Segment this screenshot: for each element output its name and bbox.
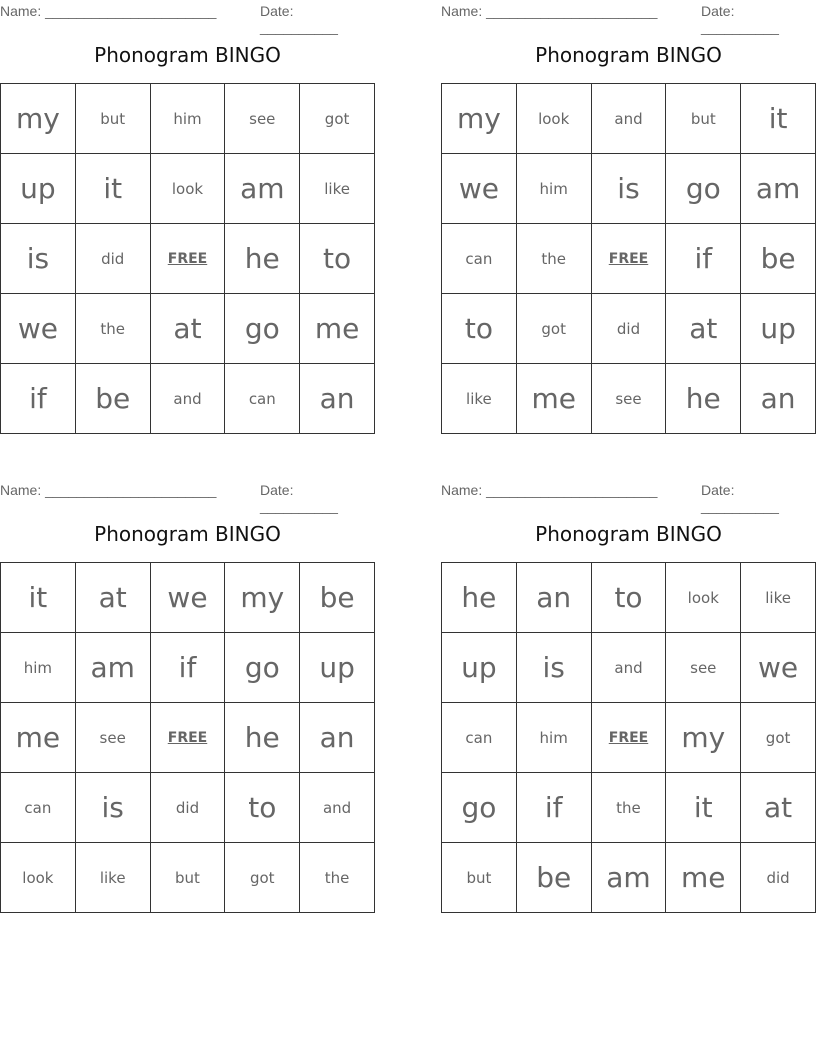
bingo-cell[interactable]: an bbox=[300, 364, 375, 434]
bingo-grid bbox=[441, 562, 816, 913]
bingo-cell[interactable]: go bbox=[666, 154, 741, 224]
free-space-cell[interactable]: FREE bbox=[592, 224, 667, 294]
bingo-cell[interactable]: to bbox=[225, 773, 300, 843]
bingo-cell[interactable]: it bbox=[741, 84, 816, 154]
bingo-cell[interactable]: be bbox=[76, 364, 151, 434]
date-field-label: Date: __________ bbox=[701, 3, 779, 35]
bingo-cell[interactable]: the bbox=[76, 294, 151, 364]
bingo-cell[interactable]: like bbox=[442, 364, 517, 434]
bingo-cell[interactable]: see bbox=[592, 364, 667, 434]
bingo-cell[interactable]: did bbox=[592, 294, 667, 364]
bingo-cell[interactable]: see bbox=[225, 84, 300, 154]
bingo-cell[interactable]: look bbox=[666, 563, 741, 633]
bingo-cell[interactable]: got bbox=[517, 294, 592, 364]
bingo-cell[interactable]: to bbox=[592, 563, 667, 633]
bingo-cell[interactable]: can bbox=[442, 703, 517, 773]
bingo-grid bbox=[441, 83, 816, 434]
bingo-cell[interactable]: am bbox=[76, 633, 151, 703]
bingo-cell[interactable]: up bbox=[1, 154, 76, 224]
bingo-cell[interactable]: at bbox=[666, 294, 741, 364]
bingo-cell[interactable]: we bbox=[151, 563, 226, 633]
bingo-cell[interactable]: am bbox=[741, 154, 816, 224]
bingo-cell[interactable]: got bbox=[225, 843, 300, 913]
bingo-cell[interactable]: me bbox=[666, 843, 741, 913]
card-header bbox=[0, 3, 375, 35]
bingo-cell[interactable]: if bbox=[666, 224, 741, 294]
bingo-cell[interactable]: go bbox=[225, 633, 300, 703]
bingo-cell[interactable]: like bbox=[741, 563, 816, 633]
bingo-cell[interactable]: am bbox=[225, 154, 300, 224]
bingo-cell[interactable]: and bbox=[592, 633, 667, 703]
free-space-cell[interactable]: FREE bbox=[151, 703, 226, 773]
bingo-cell[interactable]: if bbox=[517, 773, 592, 843]
bingo-cell[interactable]: am bbox=[592, 843, 667, 913]
bingo-grid bbox=[0, 83, 375, 434]
bingo-cell[interactable]: my bbox=[1, 84, 76, 154]
bingo-cell[interactable]: up bbox=[442, 633, 517, 703]
free-space-cell[interactable]: FREE bbox=[151, 224, 226, 294]
bingo-cell[interactable]: did bbox=[151, 773, 226, 843]
bingo-cell[interactable]: did bbox=[76, 224, 151, 294]
date-field-label: Date: __________ bbox=[260, 3, 338, 35]
bingo-cell[interactable]: see bbox=[76, 703, 151, 773]
free-space-cell[interactable]: FREE bbox=[592, 703, 667, 773]
bingo-cell[interactable]: the bbox=[300, 843, 375, 913]
bingo-cell[interactable]: but bbox=[666, 84, 741, 154]
bingo-cell[interactable]: can bbox=[1, 773, 76, 843]
card-header bbox=[441, 3, 816, 35]
bingo-cell[interactable]: an bbox=[300, 703, 375, 773]
bingo-cell[interactable]: we bbox=[1, 294, 76, 364]
bingo-cell[interactable]: see bbox=[666, 633, 741, 703]
bingo-cell[interactable]: me bbox=[1, 703, 76, 773]
bingo-cell[interactable]: him bbox=[1, 633, 76, 703]
bingo-cell[interactable]: got bbox=[741, 703, 816, 773]
bingo-cell[interactable]: at bbox=[741, 773, 816, 843]
bingo-cell[interactable]: to bbox=[442, 294, 517, 364]
name-field-label: Name: ______________________ bbox=[0, 3, 217, 19]
bingo-cell[interactable]: me bbox=[517, 364, 592, 434]
bingo-cell[interactable]: up bbox=[741, 294, 816, 364]
bingo-cell[interactable]: he bbox=[666, 364, 741, 434]
bingo-cell[interactable]: my bbox=[442, 84, 517, 154]
bingo-cell[interactable]: my bbox=[666, 703, 741, 773]
bingo-cell[interactable]: it bbox=[1, 563, 76, 633]
name-field-label: Name: ______________________ bbox=[441, 3, 658, 19]
bingo-cell[interactable]: an bbox=[741, 364, 816, 434]
bingo-cell[interactable]: it bbox=[76, 154, 151, 224]
bingo-cell[interactable]: look bbox=[151, 154, 226, 224]
bingo-cell[interactable]: the bbox=[517, 224, 592, 294]
card-title: Phonogram BINGO bbox=[94, 522, 281, 546]
bingo-cell[interactable]: go bbox=[225, 294, 300, 364]
bingo-cell[interactable]: can bbox=[442, 224, 517, 294]
bingo-cell[interactable]: the bbox=[592, 773, 667, 843]
bingo-cell[interactable]: can bbox=[225, 364, 300, 434]
bingo-card bbox=[0, 0, 375, 440]
bingo-cell[interactable]: but bbox=[76, 84, 151, 154]
bingo-cell[interactable]: is bbox=[592, 154, 667, 224]
bingo-card bbox=[0, 479, 375, 919]
bingo-cell[interactable]: be bbox=[741, 224, 816, 294]
bingo-cell[interactable]: and bbox=[151, 364, 226, 434]
bingo-cell[interactable]: him bbox=[517, 703, 592, 773]
bingo-cell[interactable]: at bbox=[76, 563, 151, 633]
bingo-cell[interactable]: he bbox=[442, 563, 517, 633]
bingo-cell[interactable]: look bbox=[1, 843, 76, 913]
bingo-cell[interactable]: is bbox=[1, 224, 76, 294]
date-field-label: Date: __________ bbox=[260, 482, 338, 514]
name-field-label: Name: ______________________ bbox=[0, 482, 217, 498]
card-title: Phonogram BINGO bbox=[535, 522, 722, 546]
bingo-cell[interactable]: and bbox=[300, 773, 375, 843]
bingo-cell[interactable]: did bbox=[741, 843, 816, 913]
bingo-cell[interactable]: is bbox=[76, 773, 151, 843]
name-field-label: Name: ______________________ bbox=[441, 482, 658, 498]
bingo-cell[interactable]: like bbox=[300, 154, 375, 224]
bingo-cell[interactable]: be bbox=[517, 843, 592, 913]
bingo-cell[interactable]: go bbox=[442, 773, 517, 843]
bingo-cell[interactable]: him bbox=[151, 84, 226, 154]
bingo-cell[interactable]: like bbox=[76, 843, 151, 913]
bingo-cell[interactable]: he bbox=[225, 703, 300, 773]
bingo-cell[interactable]: we bbox=[442, 154, 517, 224]
card-title: Phonogram BINGO bbox=[94, 43, 281, 67]
bingo-card bbox=[441, 479, 816, 919]
bingo-cell[interactable]: him bbox=[517, 154, 592, 224]
bingo-cell[interactable]: got bbox=[300, 84, 375, 154]
bingo-cell[interactable]: look bbox=[517, 84, 592, 154]
bingo-cell[interactable]: and bbox=[592, 84, 667, 154]
bingo-cell[interactable]: be bbox=[300, 563, 375, 633]
card-header bbox=[441, 482, 816, 514]
bingo-grid bbox=[0, 562, 375, 913]
bingo-cell[interactable]: at bbox=[151, 294, 226, 364]
bingo-cell[interactable]: an bbox=[517, 563, 592, 633]
bingo-cell[interactable]: if bbox=[151, 633, 226, 703]
bingo-cell[interactable]: he bbox=[225, 224, 300, 294]
bingo-cell[interactable]: up bbox=[300, 633, 375, 703]
bingo-cell[interactable]: we bbox=[741, 633, 816, 703]
bingo-cell[interactable]: my bbox=[225, 563, 300, 633]
bingo-cell[interactable]: to bbox=[300, 224, 375, 294]
card-header bbox=[0, 482, 375, 514]
bingo-cell[interactable]: me bbox=[300, 294, 375, 364]
bingo-cell[interactable]: but bbox=[442, 843, 517, 913]
date-field-label: Date: __________ bbox=[701, 482, 779, 514]
card-title: Phonogram BINGO bbox=[535, 43, 722, 67]
bingo-cell[interactable]: if bbox=[1, 364, 76, 434]
bingo-cell[interactable]: is bbox=[517, 633, 592, 703]
bingo-cell[interactable]: it bbox=[666, 773, 741, 843]
bingo-cell[interactable]: but bbox=[151, 843, 226, 913]
bingo-card bbox=[441, 0, 816, 440]
